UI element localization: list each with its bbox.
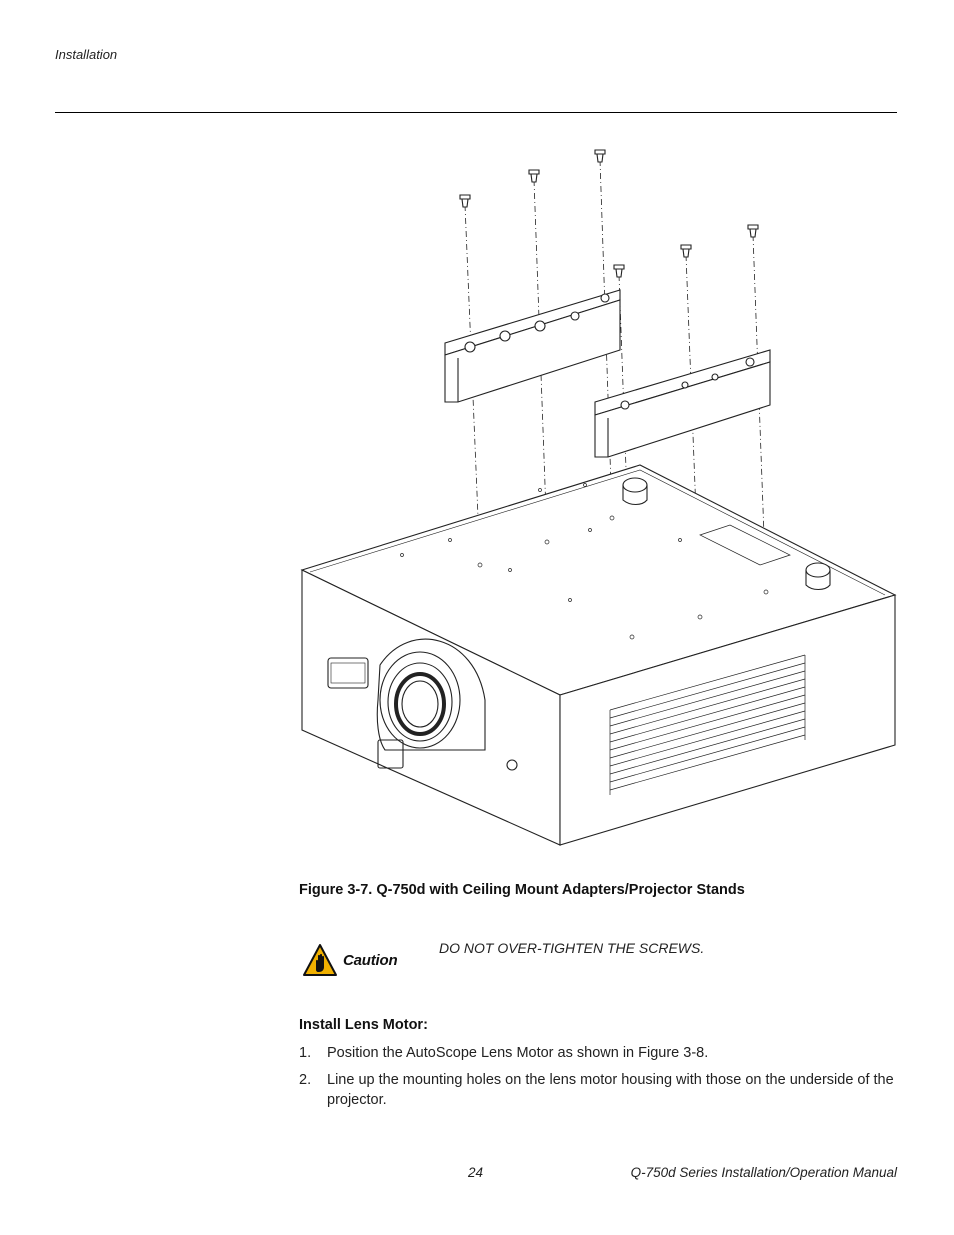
projector-diagram (290, 140, 910, 860)
section-heading: Install Lens Motor: (299, 1017, 428, 1033)
running-head: Installation (55, 47, 118, 62)
manual-title: Q-750d Series Installation/Operation Manual (630, 1165, 897, 1180)
step-number: 2. (299, 1072, 312, 1088)
step-item (299, 1043, 899, 1063)
projector-body (302, 465, 895, 845)
step-number: 1. (299, 1045, 312, 1061)
caution-hand-icon (302, 943, 338, 977)
right-bracket (595, 350, 770, 457)
figure-caption: Figure 3-7. Q-750d with Ceiling Mount Adapters/Projector Stands (299, 882, 745, 898)
step-item (299, 1070, 899, 1110)
caution-label: Caution (343, 952, 398, 969)
caution-text: DO NOT OVER-TIGHTEN THE SCREWS. (439, 940, 705, 956)
page-number: 24 (468, 1165, 484, 1180)
step-text: Line up the mounting holes on the lens motor housing with those on the underside of the projector. (327, 1072, 894, 1108)
step-text: Position the AutoScope Lens Motor as shown in Figure 3-8. (327, 1045, 709, 1061)
screw-heads (460, 150, 758, 277)
step-list (299, 1043, 899, 1117)
left-bracket (445, 290, 620, 402)
header-rule (55, 112, 897, 113)
